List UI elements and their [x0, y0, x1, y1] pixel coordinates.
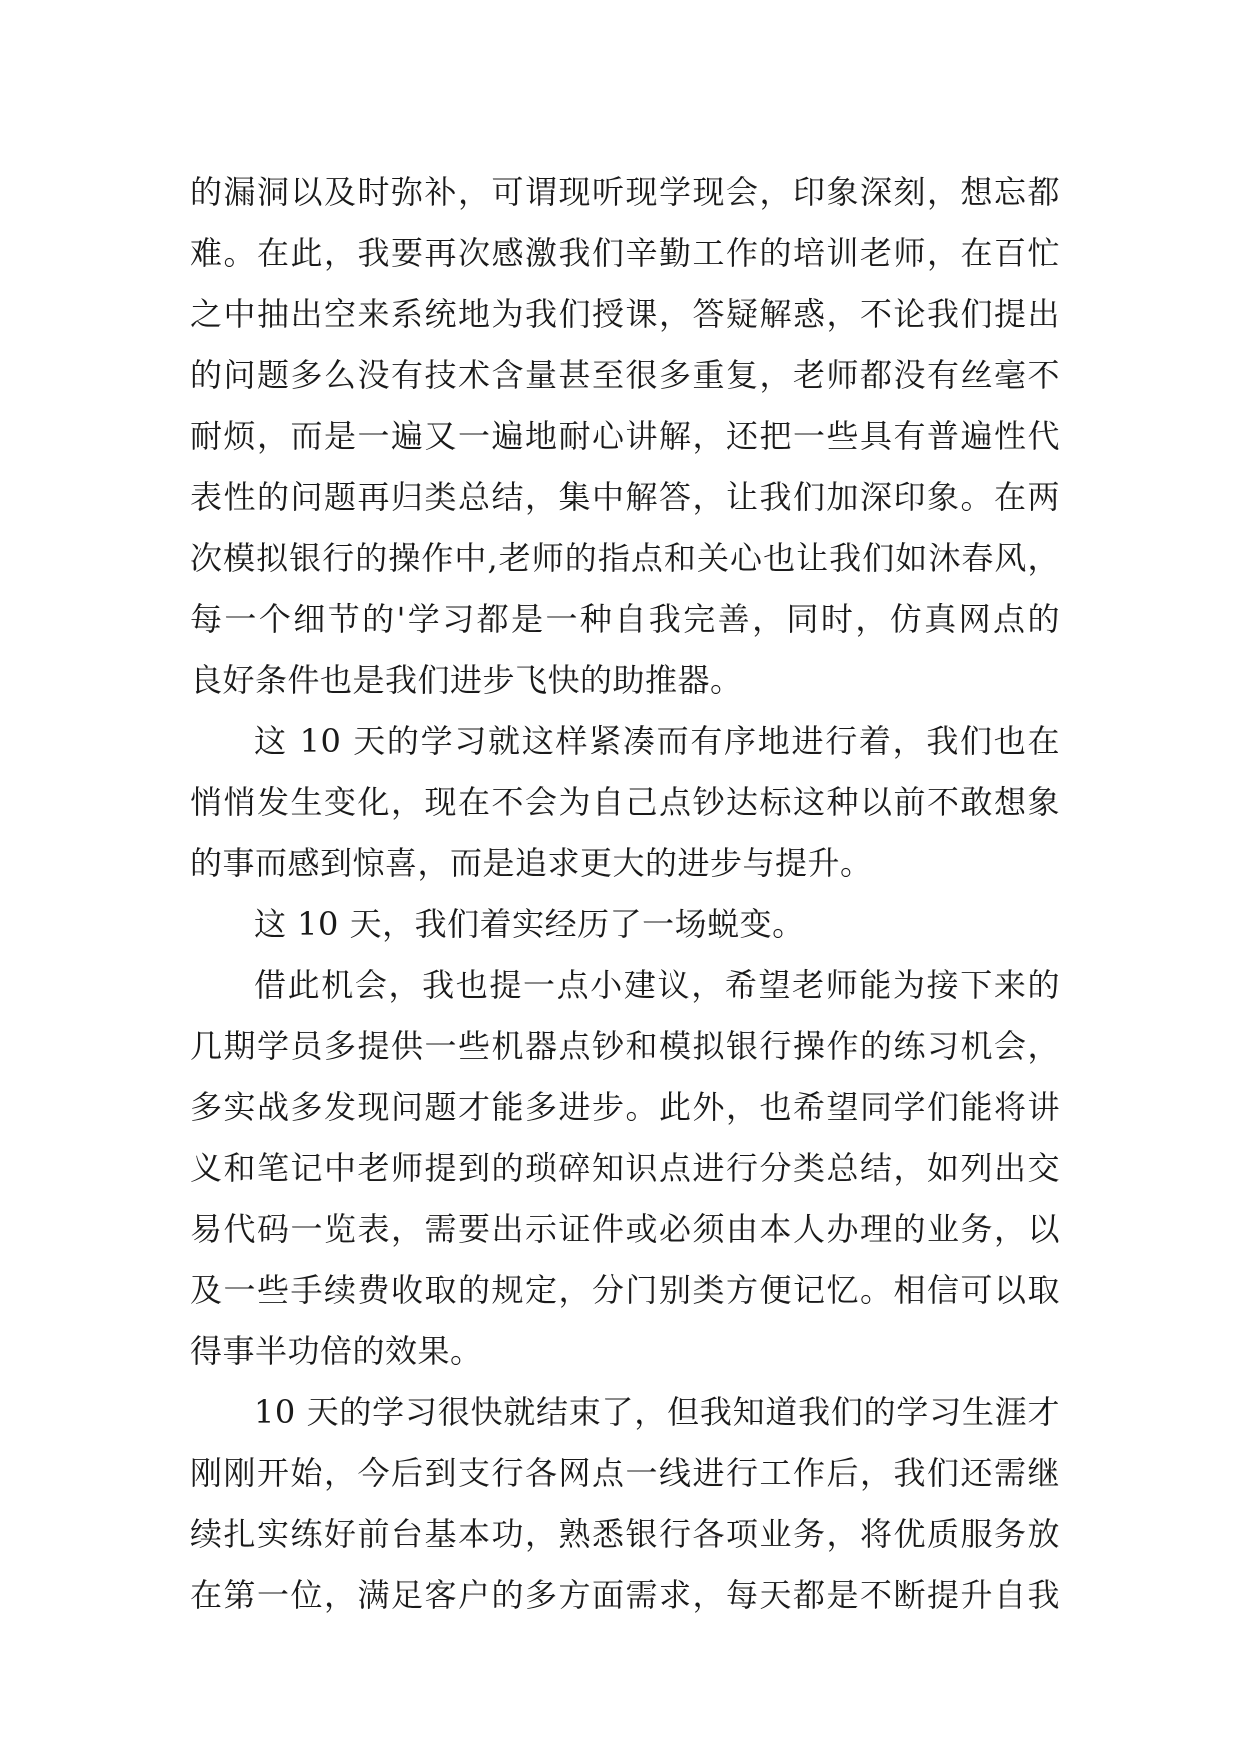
- text-line: 这 10 天的学习就这样紧凑而有序地进行着，我们也在: [254, 722, 1060, 760]
- text-line: 这 10 天，我们着实经历了一场蜕变。: [254, 905, 805, 943]
- text-line: 借此机会，我也提一点小建议，希望老师能为接下来的: [254, 966, 1060, 1004]
- text-line: 易代码一览表，需要出示证件或必须由本人办理的业务，以: [190, 1210, 1060, 1248]
- text-line: 续扎实练好前台基本功，熟悉银行各项业务，将优质服务放: [190, 1515, 1060, 1553]
- text-line: 及一些手续费收取的规定，分门别类方便记忆。相信可以取: [190, 1271, 1060, 1309]
- text-line: 悄悄发生变化，现在不会为自己点钞达标这种以前不敢想象: [190, 783, 1060, 821]
- text-line: 的事而感到惊喜，而是追求更大的进步与提升。: [190, 844, 873, 882]
- body-text: [190, 162, 1060, 1626]
- text-line: 刚刚开始，今后到支行各网点一线进行工作后，我们还需继: [190, 1454, 1060, 1492]
- text-line: 良好条件也是我们进步飞快的助推器。: [190, 661, 743, 699]
- text-line: 得事半功倍的效果。: [190, 1332, 483, 1370]
- text-line: 的问题多么没有技术含量甚至很多重复，老师都没有丝毫不: [190, 356, 1060, 394]
- text-line: 难。在此，我要再次感激我们辛勤工作的培训老师，在百忙: [190, 234, 1060, 272]
- text-line: 耐烦，而是一遍又一遍地耐心讲解，还把一些具有普遍性代: [190, 417, 1060, 455]
- text-line: 次模拟银行的操作中,老师的指点和关心也让我们如沐春风，: [190, 539, 1060, 577]
- text-line: 表性的问题再归类总结，集中解答，让我们加深印象。在两: [190, 478, 1060, 516]
- text-line: 义和笔记中老师提到的琐碎知识点进行分类总结，如列出交: [190, 1149, 1060, 1187]
- text-line: 的漏洞以及时弥补，可谓现听现学现会，印象深刻，想忘都: [190, 173, 1060, 211]
- text-line: 多实战多发现问题才能多进步。此外，也希望同学们能将讲: [190, 1088, 1060, 1126]
- text-line: 在第一位，满足客户的多方面需求，每天都是不断提升自我: [190, 1576, 1060, 1614]
- text-line: 10 天的学习很快就结束了，但我知道我们的学习生涯才: [254, 1393, 1060, 1431]
- text-line: 之中抽出空来系统地为我们授课，答疑解惑，不论我们提出: [190, 295, 1060, 333]
- text-line: 每一个细节的'学习都是一种自我完善，同时，仿真网点的: [190, 600, 1060, 638]
- text-line: 几期学员多提供一些机器点钞和模拟银行操作的练习机会，: [190, 1027, 1060, 1065]
